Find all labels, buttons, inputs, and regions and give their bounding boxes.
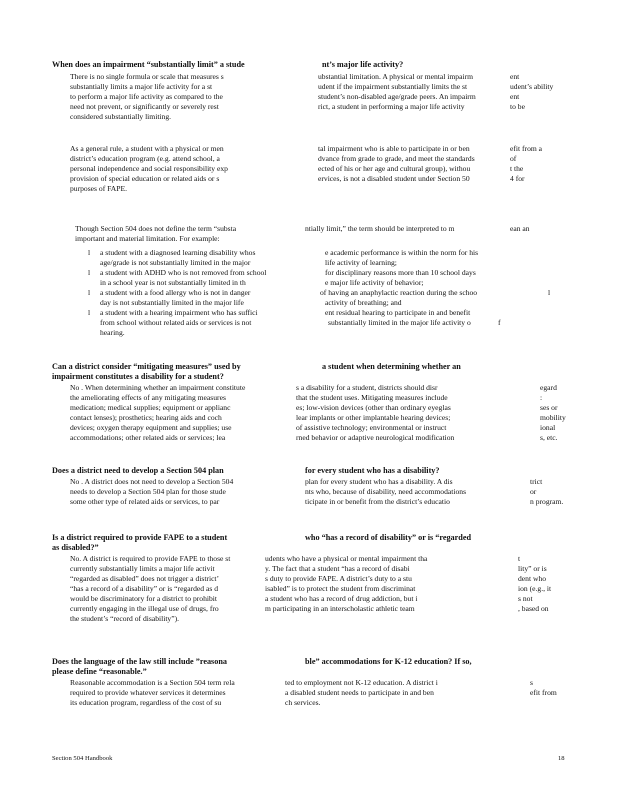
- body-line: “regarded as disabled” does not trigger a district’: [70, 574, 220, 583]
- paragraph-line: provision of special education or related aids or s: [70, 174, 220, 183]
- bullet-line: a student with a hearing impairment who has suffici: [100, 308, 258, 317]
- paragraph-line: ntially limit,” the term should be interpreted to m: [305, 224, 455, 233]
- section-question: impairment constitutes a disability for a student?: [52, 372, 224, 381]
- section-question: Does a district need to develop a Section 504 plan: [52, 466, 224, 475]
- body-line: y. The fact that a student “has a record of disabi: [265, 564, 410, 573]
- paragraph-line: udent if the impairment substantially limits the st: [318, 82, 468, 91]
- section-question: as disabled?”: [52, 543, 99, 552]
- paragraph-line: ent: [510, 92, 520, 101]
- body-line: a student who has a record of drug addiction, but i: [265, 594, 418, 603]
- body-line: isabled” is to protect the student from discriminat: [265, 584, 416, 593]
- paragraph-line: ent: [510, 72, 520, 81]
- bullet-line: in a school year is not substantially limited in th: [100, 278, 246, 287]
- body-line: ses or: [540, 403, 558, 412]
- paragraph-line: to be: [510, 102, 525, 111]
- paragraph-line: need not prevent, or significantly or severely rest: [70, 102, 219, 111]
- bullet-marker: l: [88, 248, 91, 257]
- paragraph-line: dvance from grade to grade, and meet the standards: [318, 154, 475, 163]
- body-line: contact lenses); prosthetics; hearing aids and coch: [70, 413, 222, 422]
- section-question: please define “reasonable.”: [52, 667, 147, 676]
- body-line: egard: [540, 383, 557, 392]
- bullet-line: age/grade is not substantially limited in the major: [100, 258, 251, 267]
- body-line: of assistive technology; environmental or instruct: [296, 423, 447, 432]
- paragraph-line: ervices, is not a disabled student under Section 50: [318, 174, 470, 183]
- bullet-line: activity of breathing; and: [325, 298, 402, 307]
- bullet-line: f: [498, 318, 501, 327]
- paragraph-line: udent’s ability: [510, 82, 554, 91]
- section-question: who “has a record of disability” or is “regarded: [305, 533, 472, 542]
- section-question: a student when determining whether an: [322, 362, 461, 371]
- body-line: “has a record of a disability” or is “regarded as d: [70, 584, 219, 593]
- paragraph-line: There is no single formula or scale that measures s: [70, 72, 224, 81]
- section-question: Is a district required to provide FAPE to a student: [52, 533, 228, 542]
- body-line: currently substantially limits a major life activit: [70, 564, 215, 573]
- paragraph-line: t the: [510, 164, 524, 173]
- bullet-line: e academic performance is within the norm for his: [325, 248, 479, 257]
- body-line: s: [530, 678, 533, 687]
- body-line: lear implants or other implantable hearing devices;: [296, 413, 451, 422]
- paragraph-line: district’s education program (e.g. attend school, a: [70, 154, 220, 163]
- body-line: accommodations; other related aids or services; lea: [70, 433, 226, 442]
- bullet-line: life activity of learning;: [325, 258, 397, 267]
- paragraph-line: substantially limits a major life activity for a st: [70, 82, 213, 91]
- bullet-marker: l: [88, 288, 91, 297]
- paragraph-line: purposes of FAPE.: [70, 184, 128, 193]
- section-question: for every student who has a disability?: [305, 466, 440, 475]
- paragraph-line: ected of his or her age and cultural group), withou: [318, 164, 471, 173]
- bullet-line: substantially limited in the major life activity o: [328, 318, 471, 327]
- body-line: s duty to provide FAPE. A district’s duty to a stu: [265, 574, 412, 583]
- body-line: that the student uses. Mitigating measures include: [296, 393, 448, 402]
- section-question: When does an impairment “substantially limit” a stude: [52, 60, 245, 69]
- footer-title: Section 504 Handbook: [52, 755, 113, 762]
- paragraph-line: student’s non-disabled age/grade peers. An impairm: [318, 92, 476, 101]
- paragraph-line: rict, a student in performing a major life activity: [318, 102, 465, 111]
- paragraph-line: 4 for: [510, 174, 525, 183]
- bullet-line: hearing.: [100, 328, 125, 337]
- bullet-line: day is not substantially limited in the major life: [100, 298, 244, 307]
- body-line: would be discriminatory for a district to prohibit: [70, 594, 217, 603]
- body-line: m participating in an interscholastic athletic team: [265, 604, 415, 613]
- body-line: s, etc.: [540, 433, 558, 442]
- bullet-line: for disciplinary reasons more than 10 school days: [325, 268, 476, 277]
- page-number: 18: [558, 755, 565, 762]
- section-question: Does the language of the law still include ”reasona: [52, 657, 227, 666]
- body-line: , based on: [518, 604, 549, 613]
- paragraph-line: ubstantial limitation. A physical or mental impairm: [318, 72, 474, 81]
- body-line: some other type of related aids or services, to par: [70, 497, 220, 506]
- bullet-line: from school without related aids or services is not: [100, 318, 252, 327]
- body-line: No . A district does not need to develop a Section 504: [70, 477, 234, 486]
- paragraph-line: considered substantially limiting.: [70, 112, 172, 121]
- body-line: trict: [530, 477, 543, 486]
- body-line: needs to develop a Section 504 plan for those stude: [70, 487, 226, 496]
- body-line: No. A district is required to provide FAPE to those st: [70, 554, 231, 563]
- body-line: a disabled student needs to participate in and ben: [285, 688, 434, 697]
- body-line: udents who have a physical or mental impairment tha: [265, 554, 428, 563]
- paragraph-line: personal independence and social responsibility exp: [70, 164, 228, 173]
- body-line: dent who: [518, 574, 547, 583]
- body-line: medication; medical supplies; equipment or applianc: [70, 403, 231, 412]
- bullet-line: ent residual hearing to participate in and benefit: [325, 308, 471, 317]
- paragraph-line: As a general rule, a student with a physical or men: [70, 144, 224, 153]
- body-line: the student’s “record of disability”).: [70, 614, 180, 623]
- bullet-line: a student with ADHD who is not removed from school: [100, 268, 267, 277]
- paragraph-line: efit from a: [510, 144, 543, 153]
- body-line: :: [540, 393, 543, 402]
- paragraph-line: tal impairment who is able to participate in or ben: [318, 144, 470, 153]
- section-question: nt’s major life activity?: [322, 60, 404, 69]
- body-line: s not: [518, 594, 533, 603]
- paragraph-line: to perform a major life activity as compared to the: [70, 92, 223, 101]
- body-line: ted to employment not K-12 education. A district i: [285, 678, 438, 687]
- bullet-line: of having an anaphylactic reaction during the schoo: [320, 288, 478, 297]
- bullet-line: l: [548, 288, 551, 297]
- body-line: ticipate in or benefit from the district’s educatio: [305, 497, 450, 506]
- bullet-line: a student with a food allergy who is not in danger: [100, 288, 251, 297]
- bullet-line: e major life activity of behavior;: [325, 278, 424, 287]
- body-line: mobility: [540, 413, 566, 422]
- body-line: lity” or is: [518, 564, 547, 573]
- body-line: the ameliorating effects of any mitigating measures: [70, 393, 226, 402]
- body-line: nts who, because of disability, need accommodations: [305, 487, 467, 496]
- body-line: s a disability for a student, districts should disr: [296, 383, 438, 392]
- body-line: ch services.: [285, 698, 321, 707]
- paragraph-line: of: [510, 154, 517, 163]
- body-line: rned behavior or adaptive neurological modification: [296, 433, 455, 442]
- bullet-marker: l: [88, 268, 91, 277]
- body-line: ion (e.g., it: [518, 584, 552, 593]
- body-line: es; low-vision devices (other than ordinary eyeglas: [296, 403, 451, 412]
- bullet-marker: l: [88, 308, 91, 317]
- body-line: No . When determining whether an impairment constitute: [70, 383, 246, 392]
- body-line: devices; oxygen therapy equipment and supplies; use: [70, 423, 232, 432]
- body-line: Reasonable accommodation is a Section 504 term rela: [70, 678, 235, 687]
- bullet-line: a student with a diagnosed learning disability whos: [100, 248, 256, 257]
- paragraph-line: important and material limitation. For example:: [75, 234, 220, 243]
- body-line: required to provide whatever services it determines: [70, 688, 226, 697]
- body-line: ional: [540, 423, 556, 432]
- section-question: Can a district consider “mitigating measures” used by: [52, 362, 241, 371]
- section-question: ble” accommodations for K-12 education? If so,: [305, 657, 472, 666]
- body-line: t: [518, 554, 521, 563]
- paragraph-line: ean an: [510, 224, 530, 233]
- body-line: its education program, regardless of the cost of su: [70, 698, 222, 707]
- body-line: efit from: [530, 688, 557, 697]
- body-line: currently engaging in the illegal use of drugs, fro: [70, 604, 219, 613]
- body-line: n program.: [530, 497, 564, 506]
- paragraph-line: Though Section 504 does not define the term “substa: [75, 224, 237, 233]
- body-line: plan for every student who has a disability. A dis: [305, 477, 453, 486]
- body-line: or: [530, 487, 537, 496]
